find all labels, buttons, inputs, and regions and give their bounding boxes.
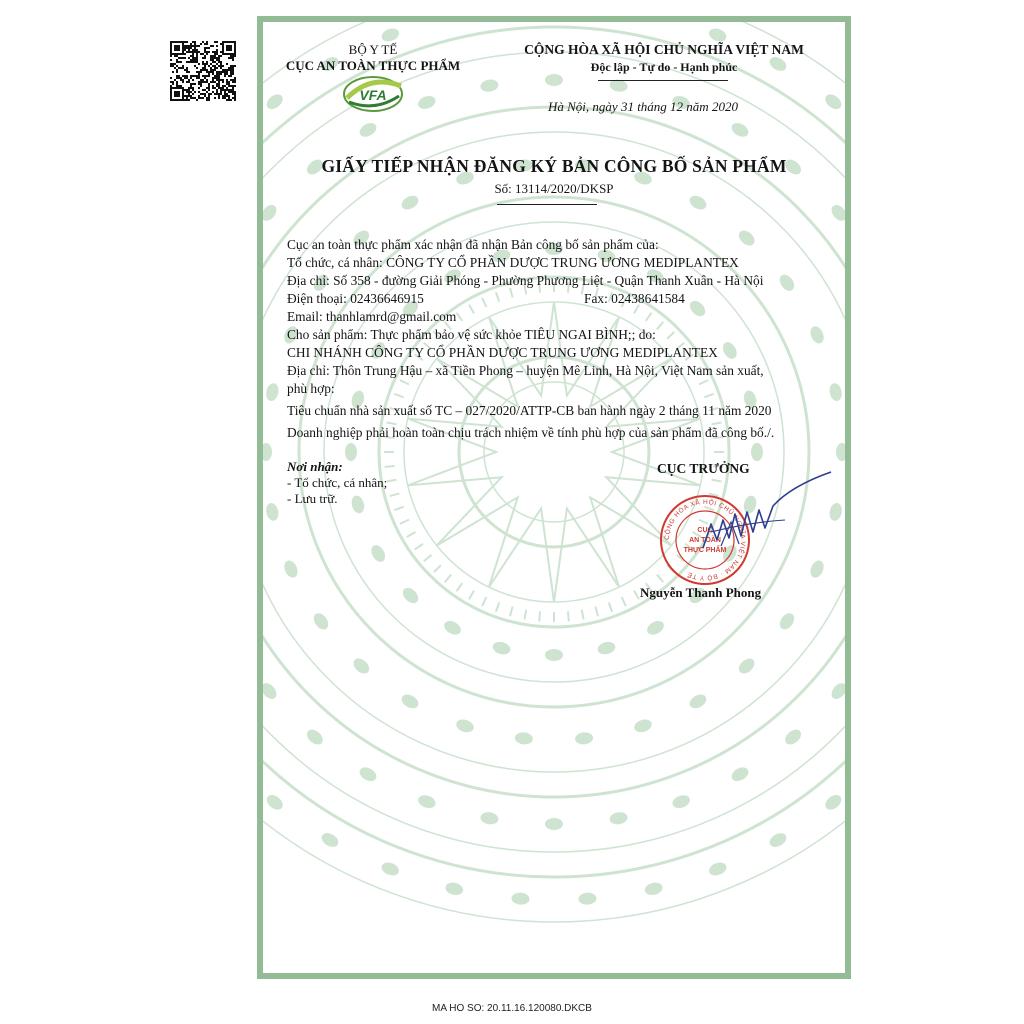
document-title: GIẤY TIẾP NHẬN ĐĂNG KÝ BẢN CÔNG BỐ SẢN PHẨM xyxy=(321,156,787,176)
signer-title: CỤC TRƯỞNG xyxy=(657,461,750,476)
recipient-item: - Tổ chức, cá nhân; xyxy=(287,475,388,490)
intro-line: Cục an toàn thực phẩm xác nhận đã nhận Bản công bố sản phẩm của: xyxy=(287,237,659,252)
republic-name: CỘNG HÒA XÃ HỘI CHỦ NGHĨA VIỆT NAM xyxy=(524,42,804,57)
number-underline xyxy=(497,204,597,205)
national-header xyxy=(483,42,845,75)
product-line: Cho sản phẩm: Thực phẩm bảo vệ sức khỏe TIÊU NGAI BÌNH;; do: xyxy=(287,327,656,342)
certificate-body xyxy=(263,22,845,973)
stamp-line: CỤC xyxy=(697,527,713,534)
conformity-line: phù hợp: xyxy=(287,381,335,396)
organization-line: Tổ chức, cá nhân: CÔNG TY CỔ PHẦN DƯỢC TRUNG ƯƠNG MEDIPLANTEX xyxy=(287,255,739,270)
stamp-ring-text: CỘNG HÒA XÃ HỘI CHỦ NGHĨA VIỆT NAM · BỘ Y TẾ xyxy=(663,498,747,582)
file-code: MA HO SO: 20.11.16.120080.DKCB xyxy=(432,1003,592,1014)
document-number: Số: 13114/2020/DKSP xyxy=(494,181,614,196)
certificate-content xyxy=(287,236,827,442)
place-date: Hà Nội, ngày 31 tháng 12 năm 2020 xyxy=(548,99,738,114)
contact-line xyxy=(287,290,827,308)
branch-address-line: Địa chỉ: Thôn Trung Hậu – xã Tiền Phong – huyện Mê Linh, Hà Nội, Việt Nam sản xuất, xyxy=(287,363,764,378)
address-line: Địa chỉ: Số 358 - đường Giải Phóng - Phường Phương Liệt - Quận Thanh Xuân - Hà Nội xyxy=(287,273,764,288)
vfa-logo xyxy=(341,72,405,114)
national-motto: Độc lập - Tự do - Hạnh phúc xyxy=(590,60,738,74)
email-line: Email: thanhlamrd@gmail.com xyxy=(287,309,457,324)
phone-text: Điện thoại: 02436646915 xyxy=(287,291,424,306)
recipient-item: - Lưu trữ. xyxy=(287,491,338,506)
standard-line: Tiêu chuẩn nhà sản xuất số TC – 027/2020/ATTP-CB ban hành ngày 2 tháng 11 năm 2020 xyxy=(287,403,772,418)
responsibility-line: Doanh nghiệp phải hoàn toàn chịu trách nhiệm về tính phù hợp của sản phẩm đã công bố./. xyxy=(287,425,775,440)
branch-line: CHI NHÁNH CÔNG TY CỔ PHẦN DƯỢC TRUNG ƯƠNG MEDIPLANTEX xyxy=(287,345,718,360)
recipients-block xyxy=(287,459,387,507)
department-name: CỤC AN TOÀN THỰC PHẨM xyxy=(285,58,461,73)
ministry-name: BỘ Y TẾ xyxy=(348,42,398,57)
recipients-heading: Nơi nhận: xyxy=(287,459,343,474)
fax-text: Fax: 02438641584 xyxy=(584,291,685,306)
qr-code xyxy=(170,41,236,101)
signer-name: Nguyễn Thanh Phong xyxy=(640,585,762,600)
issuer-block xyxy=(263,42,483,74)
motto-underline xyxy=(598,80,728,81)
logo-text: VFA xyxy=(359,87,387,103)
stamp-line: THỰC PHẨM xyxy=(683,547,727,554)
handwritten-signature xyxy=(681,462,845,562)
stamp-line: AN TOÀN xyxy=(689,537,721,544)
